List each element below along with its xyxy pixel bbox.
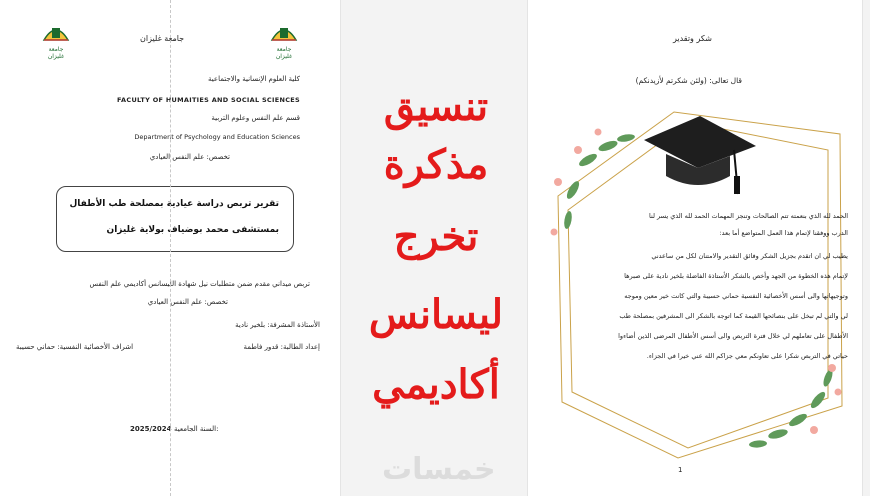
thanks-heading: شكر وتقدير [672,34,712,43]
department-ar: قسم علم النفس وعلوم التربية [211,114,300,122]
fold-guide-left [170,0,171,496]
faculty-ar: كلية العلوم الإنسانية والاجتماعية [208,75,300,83]
university-logo-right [268,18,300,60]
department-en: Department of Psychology and Education Sciences [134,133,300,141]
thanks-page [528,0,862,496]
specialty: تخصص: علم النفس العيادي [149,153,230,161]
headline-line-1: تنسيق [383,83,489,130]
headline-line-3: تخرج [393,213,479,260]
headline-line-2: مذكرة [383,141,489,188]
thanks-quote: قال تعالى: (ولئن شكرتم لأزيدنكم) [635,76,742,85]
body-line-7: الأطفال على تعاملهم لي خلال فترة التربص والى أسس الأطفال المرضى الذين أضاءوا [618,332,848,340]
field-supervisor: اشراف الأخصائية النفسية: حماني حسيبة [16,343,134,351]
body-line-8: حياتي في التربص شكرا على تعاونكم معي جزاكم الله عني خيرا في الجزاء. [646,352,848,360]
university-logo-left [40,18,72,60]
gold-frame-decoration [528,0,862,496]
faculty-en: FACULTY OF HUMAITIES AND SOCIAL SCIENCES [117,96,300,104]
academic-year-value: 2025/2024 [130,425,172,433]
page-number: 1 [678,466,683,474]
body-line-1: الحمد لله الذي بنعمته تتم الصالحات وتنجز المهمات الحمد لله الذي يسر لنا [649,212,848,220]
logo-caption-right: جامعة غليزان [275,46,293,60]
specialty-2: تخصص: علم النفس العيادي [147,298,228,306]
graduation-cap-icon [638,106,758,196]
headline-line-5: أكاديمي [372,361,500,408]
body-line-5: وتوجيهاتها والى أسس الأخصائية النفسية حماني حسيبة والتي كانت خير معين وموجه [624,292,848,300]
academic-year [130,425,218,433]
report-title-line1: تقرير تربص دراسة عيادية بمصلحة طب الأطفال [69,199,279,209]
body-line-2: الدرب ووفقنا لإتمام هذا العمل المتواضع أما بعد: [719,229,848,237]
academic-year-label: السنة الجامعية: [173,425,219,433]
student: إعداد الطالبة: قدور فاطمة [243,343,320,351]
university-name: جامعة غليزان [140,34,185,43]
body-line-4: لإتمام هذه الخطوة من الجهد وأخص بالشكر الأستاذة الفاضلة بلخير نادية على صبرها [624,272,848,280]
supervisor: الأستاذة المشرفة: بلخير نادية [235,321,320,329]
title-box [56,186,294,252]
headline-line-4: ليسانس [368,291,504,338]
watermark: خمسات [382,452,496,487]
logo-caption-left: جامعة غليزان [47,46,65,60]
body-line-6: لي والتي لم تبخل على بنصائحها القيمة كما اتوجه بالشكر الى المشرفين بمصلحة طب [619,312,848,320]
report-note: تربص ميداني مقدم ضمن متطلبات نيل شهادة الليسانس أكاديمي علم النفس [89,280,310,288]
body-line-3: يطيب لي ان اتقدم بجزيل الشكر وفائق التقدير والامتنان لكل من ساعدني [651,252,848,260]
report-title-line2: بمستشفى محمد بوضياف بولاية غليزان [106,225,279,235]
